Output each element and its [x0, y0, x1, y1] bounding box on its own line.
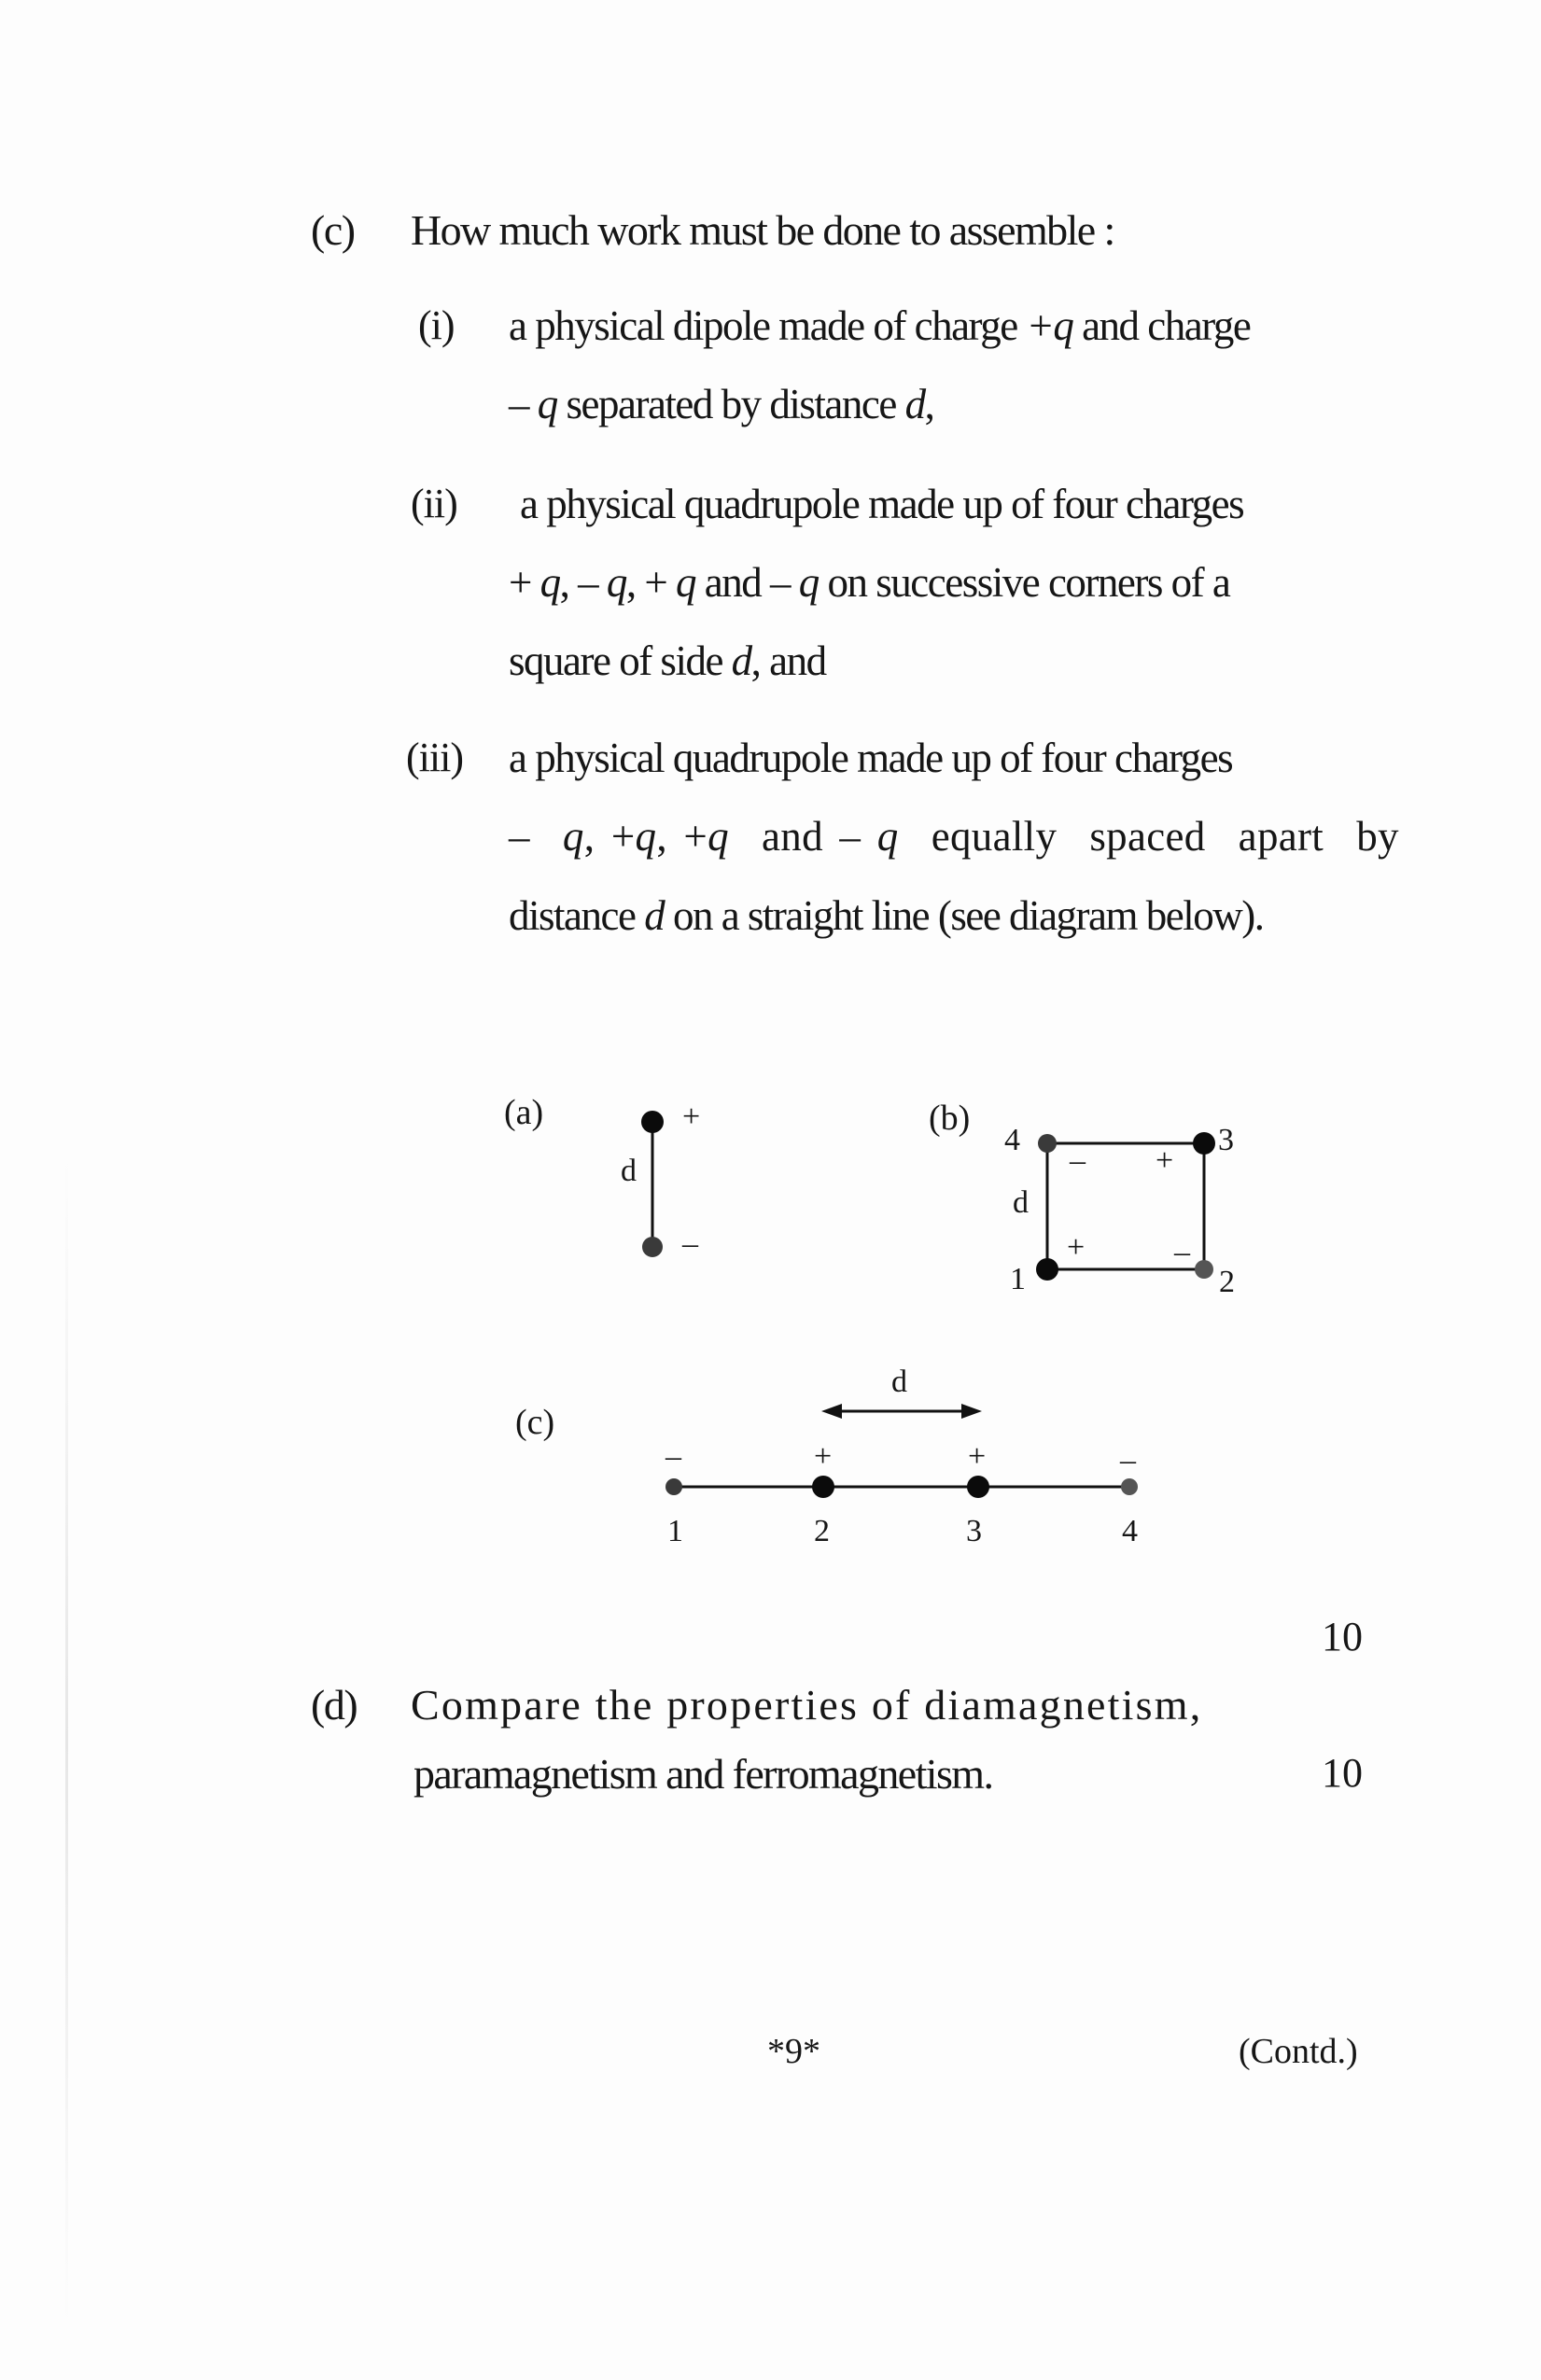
linear-quadrupole-diagram	[644, 1381, 1167, 1521]
figure-b-label: (b)	[929, 1099, 971, 1138]
scan-page-edge	[65, 1157, 68, 2324]
question-d-line-1: Compare the properties of diamagnetism,	[411, 1681, 1203, 1729]
part-iii-line-3: distance d on a straight line (see diagram below).	[509, 892, 1264, 939]
dipole-top-sign: +	[682, 1099, 701, 1134]
charge-4-index: 4	[1122, 1514, 1138, 1548]
corner-2-sign: –	[1174, 1235, 1190, 1269]
charge-3-sign: +	[968, 1439, 987, 1474]
question-c-label: (c)	[311, 206, 355, 254]
charge-1-sign: –	[665, 1439, 681, 1474]
charge-4-icon	[1121, 1478, 1138, 1495]
question-d-marks: 10	[1322, 1750, 1363, 1796]
continued-marker: (Contd.)	[1239, 2032, 1358, 2071]
dipole-separation-label: d	[621, 1154, 637, 1188]
charge-3-index: 3	[966, 1514, 982, 1548]
dipole-bottom-sign: –	[682, 1226, 698, 1261]
corner-1-charge-icon	[1036, 1258, 1058, 1281]
corner-2-charge-icon	[1195, 1260, 1213, 1279]
part-i-line-2: – q separated by distance d,	[509, 381, 934, 427]
corner-1-sign: +	[1067, 1230, 1086, 1265]
corner-3-index: 3	[1218, 1123, 1234, 1157]
corner-1-index: 1	[1010, 1262, 1026, 1296]
part-iii-line-1: a physical quadrupole made up of four charges	[509, 735, 1233, 781]
charge-3-icon	[967, 1476, 989, 1498]
positive-charge-icon	[641, 1111, 664, 1133]
corner-3-sign: +	[1156, 1143, 1174, 1178]
charge-1-icon	[665, 1478, 682, 1495]
charge-2-sign: +	[814, 1439, 833, 1474]
corner-4-charge-icon	[1038, 1134, 1057, 1153]
question-c-marks: 10	[1322, 1614, 1363, 1659]
corner-3-charge-icon	[1193, 1132, 1215, 1155]
question-d-label: (d)	[311, 1681, 357, 1729]
page-number: *9*	[767, 2032, 820, 2071]
corner-4-sign: –	[1070, 1143, 1086, 1178]
figure-c-label: (c)	[515, 1403, 555, 1442]
figure-a-label: (a)	[504, 1093, 544, 1132]
square-quadrupole-diagram	[1027, 1120, 1232, 1288]
part-iii-label: (iii)	[406, 735, 463, 780]
charge-2-icon	[812, 1476, 834, 1498]
charge-1-index: 1	[667, 1514, 683, 1548]
linear-separation-label: d	[891, 1365, 907, 1399]
part-ii-line-3: square of side d, and	[509, 637, 826, 684]
part-ii-line-2: + q, – q, + q and – q on successive corners of a	[509, 559, 1230, 606]
part-ii-label: (ii)	[411, 481, 457, 526]
arrow-right-head-icon	[961, 1404, 982, 1419]
part-ii-line-1: a physical quadrupole made up of four charges	[520, 481, 1244, 527]
part-iii-line-2: – q, +q, +q and – q equally spaced apart by	[509, 813, 1399, 860]
square-side-label: d	[1013, 1185, 1029, 1220]
charge-4-sign: –	[1120, 1443, 1136, 1477]
corner-4-index: 4	[1004, 1123, 1020, 1157]
charge-2-index: 2	[814, 1514, 830, 1548]
question-c-prompt: How much work must be done to assemble :	[411, 206, 1114, 254]
part-i-label: (i)	[418, 302, 455, 348]
question-d-line-2: paramagnetism and ferromagnetism.	[413, 1750, 993, 1798]
corner-2-index: 2	[1219, 1265, 1235, 1299]
negative-charge-icon	[642, 1237, 663, 1257]
arrow-left-head-icon	[821, 1404, 842, 1419]
part-i-line-1: a physical dipole made of charge +q and charge	[509, 302, 1251, 349]
